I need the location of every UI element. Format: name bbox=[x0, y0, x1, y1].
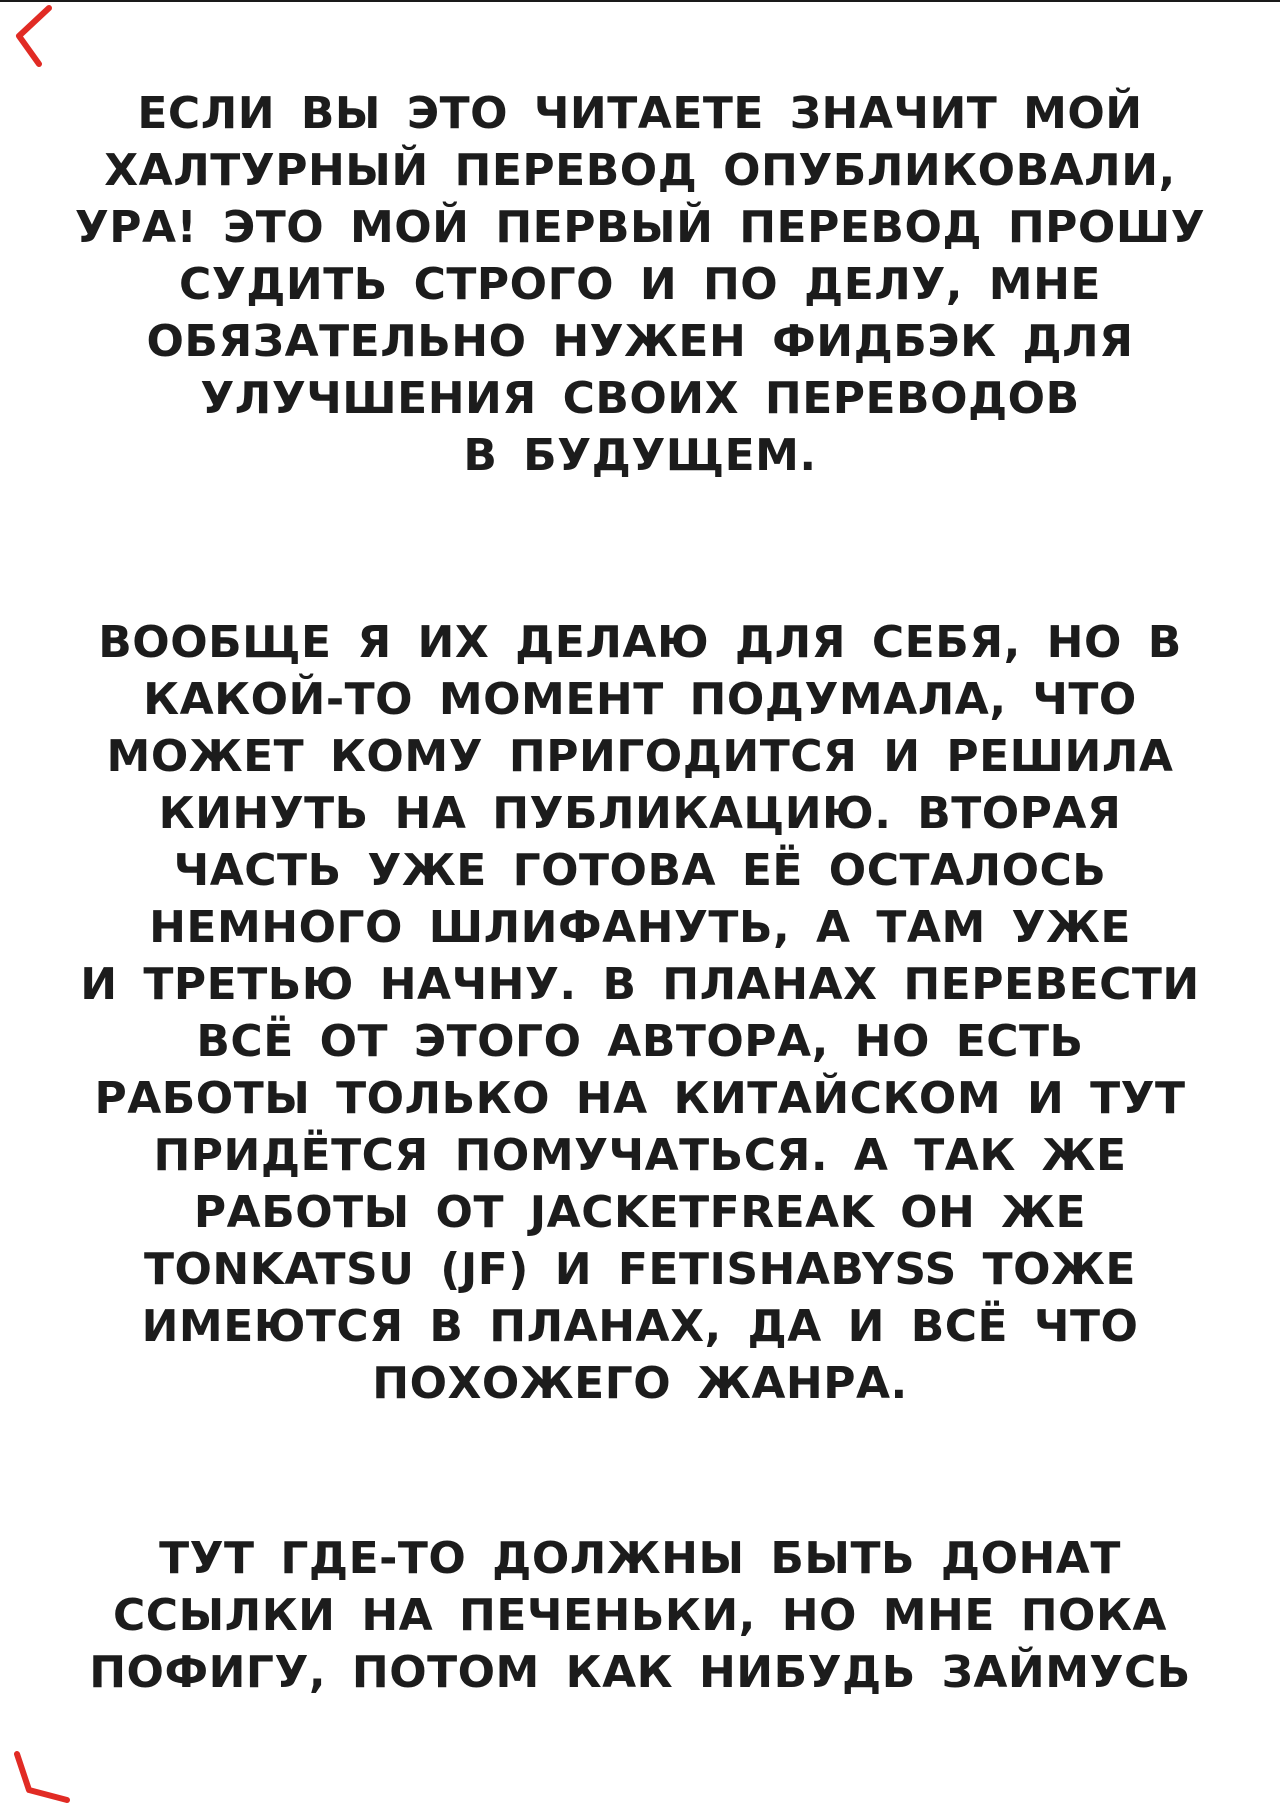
text-line: В БУДУЩЕМ. bbox=[463, 430, 817, 481]
text-line: ВООБЩЕ Я ИХ ДЕЛАЮ ДЛЯ СЕБЯ, НО В bbox=[98, 617, 1182, 668]
text-line: ТУТ ГДЕ-ТО ДОЛЖНЫ БЫТЬ ДОНАТ bbox=[159, 1533, 1121, 1584]
text-line: УРА! ЭТО МОЙ ПЕРВЫЙ ПЕРЕВОД ПРОШУ bbox=[74, 202, 1206, 253]
text-line: УЛУЧШЕНИЯ СВОИХ ПЕРЕВОДОВ bbox=[200, 373, 1080, 424]
text-line: НЕМНОГО ШЛИФАНУТЬ, А ТАМ УЖЕ bbox=[149, 902, 1131, 953]
text-line: МОЖЕТ КОМУ ПРИГОДИТСЯ И РЕШИЛА bbox=[106, 731, 1174, 782]
text-line: ПОФИГУ, ПОТОМ КАК НИБУДЬ ЗАЙМУСЬ bbox=[89, 1647, 1191, 1698]
red-scribble-bottom-left-icon bbox=[7, 1750, 77, 1810]
text-line: ПРИДЁТСЯ ПОМУЧАТЬСЯ. А ТАК ЖЕ bbox=[153, 1130, 1127, 1181]
paragraph-donate bbox=[0, 1530, 1280, 1701]
text-line: СУДИТЬ СТРОГО И ПО ДЕЛУ, МНЕ bbox=[179, 259, 1101, 310]
text-line: ХАЛТУРНЫЙ ПЕРЕВОД ОПУБЛИКОВАЛИ, bbox=[104, 145, 1176, 196]
text-line: ВСЁ ОТ ЭТОГО АВТОРА, НО ЕСТЬ bbox=[196, 1016, 1084, 1067]
text-line: РАБОТЫ ТОЛЬКО НА КИТАЙСКОМ И ТУТ bbox=[94, 1073, 1186, 1124]
text-line: КИНУТЬ НА ПУБЛИКАЦИЮ. ВТОРАЯ bbox=[158, 788, 1122, 839]
text-line: ЧАСТЬ УЖЕ ГОТОВА ЕЁ ОСТАЛОСЬ bbox=[173, 845, 1107, 896]
text-line: TONKATSU (JF) И FETISHABYSS ТОЖЕ bbox=[144, 1244, 1136, 1295]
text-line: ИМЕЮТСЯ В ПЛАНАХ, ДА И ВСЁ ЧТО bbox=[141, 1301, 1139, 1352]
text-line: КАКОЙ-ТО МОМЕНТ ПОДУМАЛА, ЧТО bbox=[143, 674, 1137, 725]
text-line: И ТРЕТЬЮ НАЧНУ. В ПЛАНАХ ПЕРЕВЕСТИ bbox=[80, 959, 1200, 1010]
text-line: ПОХОЖЕГО ЖАНРА. bbox=[372, 1358, 908, 1409]
text-line: РАБОТЫ ОТ JACKETFREAK ОН ЖЕ bbox=[193, 1187, 1087, 1238]
text-line: ОБЯЗАТЕЛЬНО НУЖЕН ФИДБЭК ДЛЯ bbox=[146, 316, 1134, 367]
paragraph-plans bbox=[0, 614, 1280, 1412]
text-line: ЕСЛИ ВЫ ЭТО ЧИТАЕТЕ ЗНАЧИТ МОЙ bbox=[137, 88, 1143, 139]
text-line: ССЫЛКИ НА ПЕЧЕНЬКИ, НО МНЕ ПОКА bbox=[113, 1590, 1167, 1641]
paragraph-intro bbox=[0, 85, 1280, 484]
